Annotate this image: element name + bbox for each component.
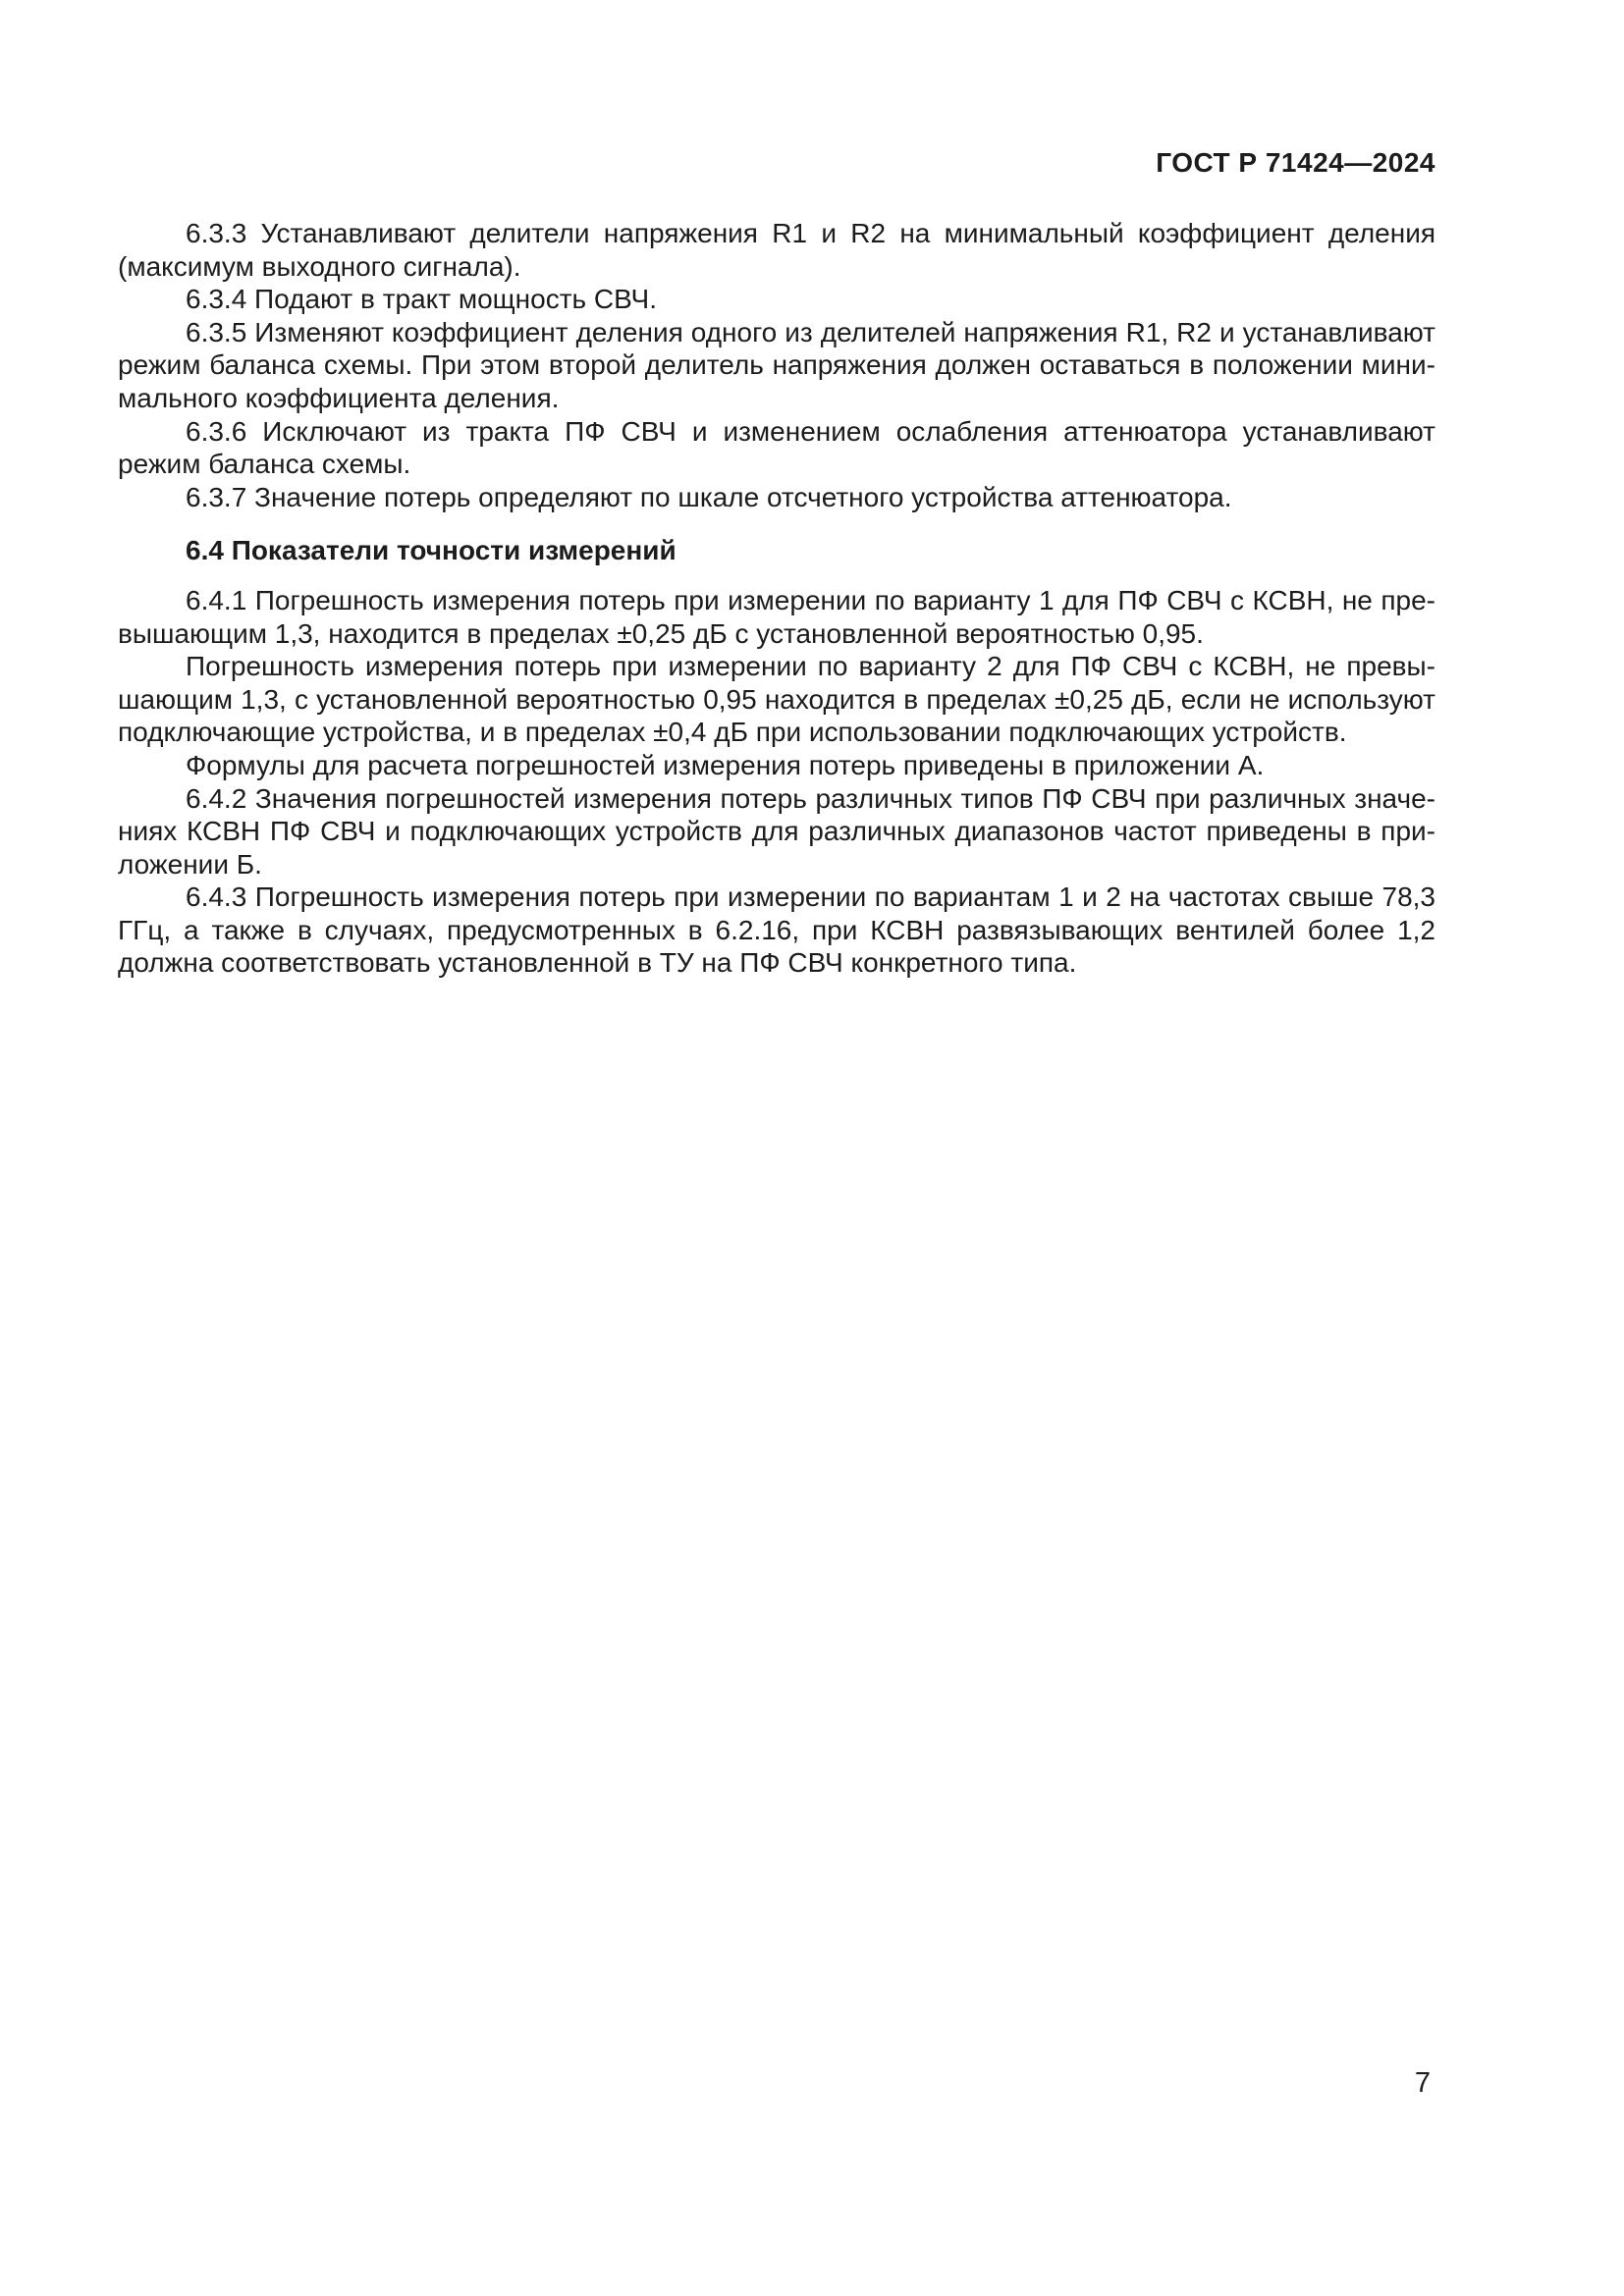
standard-code: ГОСТ Р 71424—2024: [1156, 147, 1435, 178]
paragraph: 6.3.5 Изменяют коэффициент деления одного из делителей напряжения R1, R2 и устанавливают режим баланса схемы. При этом второй делитель напряжения должен оставаться в положении минимального коэффициента деления.: [118, 316, 1435, 413]
paragraph: Погрешность измерения потерь при измерении по варианту 2 для ПФ СВЧ с КСВН, не превышающим 1,3, с установленной вероятностью 0,95 находится в пределах ±0,25 дБ, если не используют подключающие устройства, и в пределах ±0,4 дБ при использовании подключающих устройств.: [118, 651, 1435, 748]
paragraph: 6.4.1 Погрешность измерения потерь при измерении по варианту 1 для ПФ СВЧ с КСВН, не превышающим 1,3, находится в пределах ±0,25 дБ с установленной вероятностью 0,95.: [118, 584, 1435, 649]
paragraph: 6.3.7 Значение потерь определяют по шкале отсчетного устройства аттенюатора.: [186, 481, 1232, 512]
page-footer: [118, 2066, 1431, 2100]
paragraph: Формулы для расчета погрешностей измерения потерь приведены в приложении А.: [186, 749, 1265, 780]
document-body: [118, 217, 1435, 980]
page-number: 7: [1414, 2067, 1431, 2099]
section-heading: 6.4 Показатели точности измерений: [186, 535, 677, 566]
paragraph: 6.3.4 Подают в тракт мощность СВЧ.: [186, 284, 657, 315]
paragraph: 6.4.2 Значения погрешностей измерения потерь различных типов ПФ СВЧ при различных значениях КСВН ПФ СВЧ и подключающих устройств для различных диапазонов частот приведены в приложении Б.: [118, 782, 1435, 880]
document-header: [118, 146, 1435, 180]
paragraph: 6.4.3 Погрешность измерения потерь при измерении по вариантам 1 и 2 на частотах свыше 78,3 ГГц, а также в случаях, предусмотренных в 6.2.16, при КСВН развязывающих вентилей более 1,2 должна соответствовать установленной в ТУ на ПФ СВЧ конкретного типа.: [118, 881, 1435, 979]
paragraph: 6.3.3 Устанавливают делители напряжения R1 и R2 на минимальный коэффициент деления (максимум выходного сигнала).: [118, 218, 1435, 282]
paragraph: 6.3.6 Исключают из тракта ПФ СВЧ и изменением ослабления аттенюатора устанавливают режим баланса схемы.: [118, 415, 1435, 480]
